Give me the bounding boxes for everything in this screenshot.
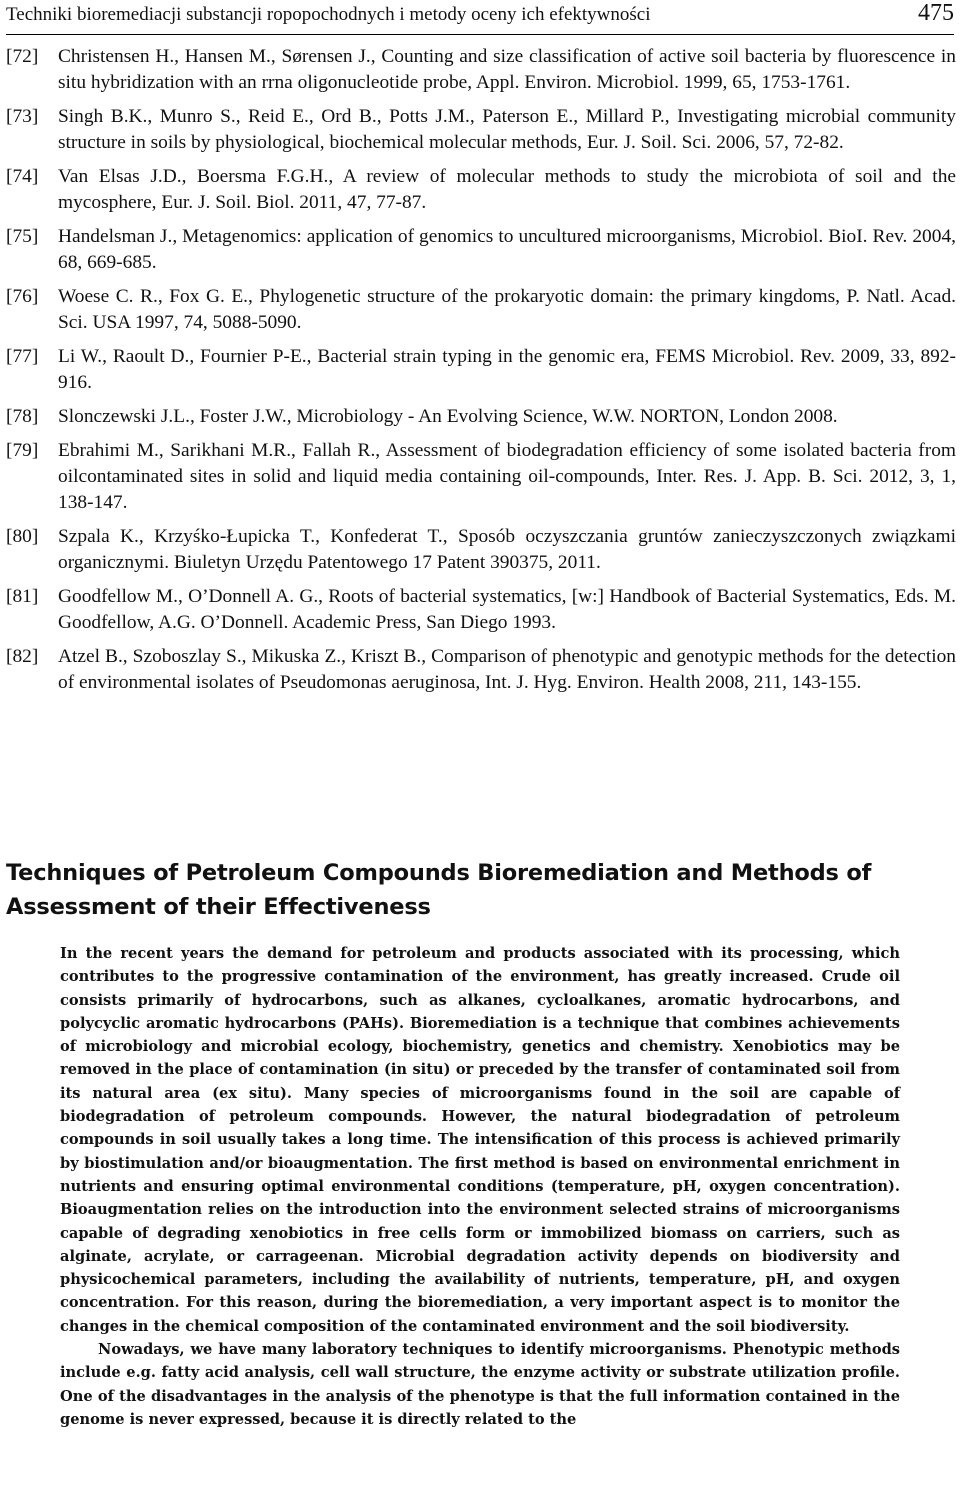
reference-item [6,104,956,156]
reference-text: Atzel B., Szoboszlay S., Mikuska Z., Kriszt B., Comparison of phenotypic and genotypic methods for the detection of environmental isolates of Pseudomonas aeruginosa, Int. J. Hyg. Environ. Health 2008, 211, 143-155. [58,646,956,693]
reference-text: Woese C. R., Fox G. E., Phylogenetic structure of the prokaryotic domain: the primary kingdoms, P. Natl. Acad. Sci. USA 1997, 74, 5088-5090. [58,286,956,333]
abstract [60,942,900,1431]
reference-text: Van Elsas J.D., Boersma F.G.H., A review of molecular methods to study the microbiota of soil and the mycosphere, Eur. J. Soil. Biol. 2011, 47, 77-87. [58,166,956,213]
reference-number: [81] [6,586,39,607]
article-title: Techniques of Petroleum Compounds Bioremediation and Methods of Assessment of their Effectiveness [6,860,872,920]
reference-number: [77] [6,346,39,367]
running-header [6,0,954,35]
header-title: Techniki bioremediacji substancji ropopochodnych i metody oceny ich efektywności [6,4,651,25]
reference-text: Szpala K., Krzyśko-Łupicka T., Konfederat T., Sposób oczyszczania gruntów zanieczyszczonych związkami organicznymi. Biuletyn Urzędu Patentowego 17 Patent 390375, 2011. [58,526,956,573]
reference-item [6,644,956,696]
reference-text: Handelsman J., Metagenomics: application of genomics to uncultured microorganisms, Microbiol. BioI. Rev. 2004, 68, 669-685. [58,226,956,273]
reference-item [6,438,956,516]
reference-text: Ebrahimi M., Sarikhani M.R., Fallah R., Assessment of biodegradation efficiency of some isolated bacteria from oilcontaminated sites in solid and liquid media containing oil-compounds, Inter. Res. J. App. B. Sci. 2012, 3, 1, 138-147. [58,440,956,513]
abstract-paragraph: Nowadays, we have many laboratory techniques to identify microorganisms. Phenotypic methods include e.g. fatty acid analysis, cell wall structure, the enzyme activity or substrate utilization profile. One of the disadvantages in the analysis of the phenotype is that the full information contained in the genome is never expressed, because it is directly related to the [60,1341,900,1428]
reference-number: [76] [6,286,39,307]
reference-list [6,44,956,704]
reference-text: Christensen H., Hansen M., Sørensen J., Counting and size classification of active soil bacteria by fluorescence in situ hybridization with an rrna oligonucleotide probe, Appl. Environ. Microbiol. 1999, 65, 1753-1761. [58,46,956,93]
reference-item [6,584,956,636]
reference-item [6,224,956,276]
reference-item [6,524,956,576]
page-number: 475 [918,0,954,26]
reference-text: Li W., Raoult D., Fournier P-E., Bacterial strain typing in the genomic era, FEMS Microbiol. Rev. 2009, 33, 892-916. [58,346,956,393]
reference-number: [80] [6,526,39,547]
reference-text: Goodfellow M., O’Donnell A. G., Roots of bacterial systematics, [w:] Handbook of Bacterial Systematics, Eds. M. Goodfellow, A.G. O’Donnell. Academic Press, San Diego 1993. [58,586,956,633]
reference-number: [82] [6,646,39,667]
reference-number: [75] [6,226,39,247]
reference-item [6,44,956,96]
reference-number: [74] [6,166,39,187]
reference-text: Slonczewski J.L., Foster J.W., Microbiology - An Evolving Science, W.W. NORTON, London 2008. [58,406,838,427]
reference-item [6,404,956,430]
reference-item [6,284,956,336]
reference-number: [73] [6,106,39,127]
reference-item [6,344,956,396]
reference-number: [72] [6,46,39,67]
reference-text: Singh B.K., Munro S., Reid E., Ord B., Potts J.M., Paterson E., Millard P., Investigating microbial community structure in soils by physiological, biochemical molecular methods, Eur. J. Soil. Sci. 2006, 57, 72-82. [58,106,956,153]
reference-item [6,164,956,216]
abstract-paragraph: In the recent years the demand for petroleum and products associated with its processing, which contributes to the progressive contamination of the environment, has greatly increased. Crude oil consists primarily of hydrocarbons, such as alkanes, cycloalkanes, aromatic hydrocarbons, and polycyclic aromatic hydrocarbons (PAHs). Bioremediation is a technique that combines achievements of microbiology and microbial ecology, biochemistry, genetics and chemistry. Xenobiotics may be removed in the place of contamination (in situ) or preceded by the transfer of contaminated soil from its natural area (ex situ). Many species of microorganisms found in the soil are capable of biodegradation of petroleum compounds. However, the natural biodegradation of petroleum compounds in soil usually takes a long time. The intensification of this process is achieved primarily by biostimulation and/or bioaugmentation. The first method is based on environmental enrichment in nutrients and ensuring optimal environmental conditions (temperature, pH, oxygen concentration). Bioaugmentation relies on the introduction into the environment selected strains of microorganisms capable of degrading xenobiotics in free cells form or immobilized biomass on carriers, such as alginate, acrylate, or carrageenan. Microbial degradation activity depends on biodiversity and physicochemical parameters, including the availability of nutrients, temperature, pH, and oxygen concentration. For this reason, during the bioremediation, a very important aspect is to monitor the changes in the chemical composition of the contaminated environment and the soil biodiversity. [60,945,900,1335]
reference-number: [78] [6,406,39,427]
reference-number: [79] [6,440,39,461]
